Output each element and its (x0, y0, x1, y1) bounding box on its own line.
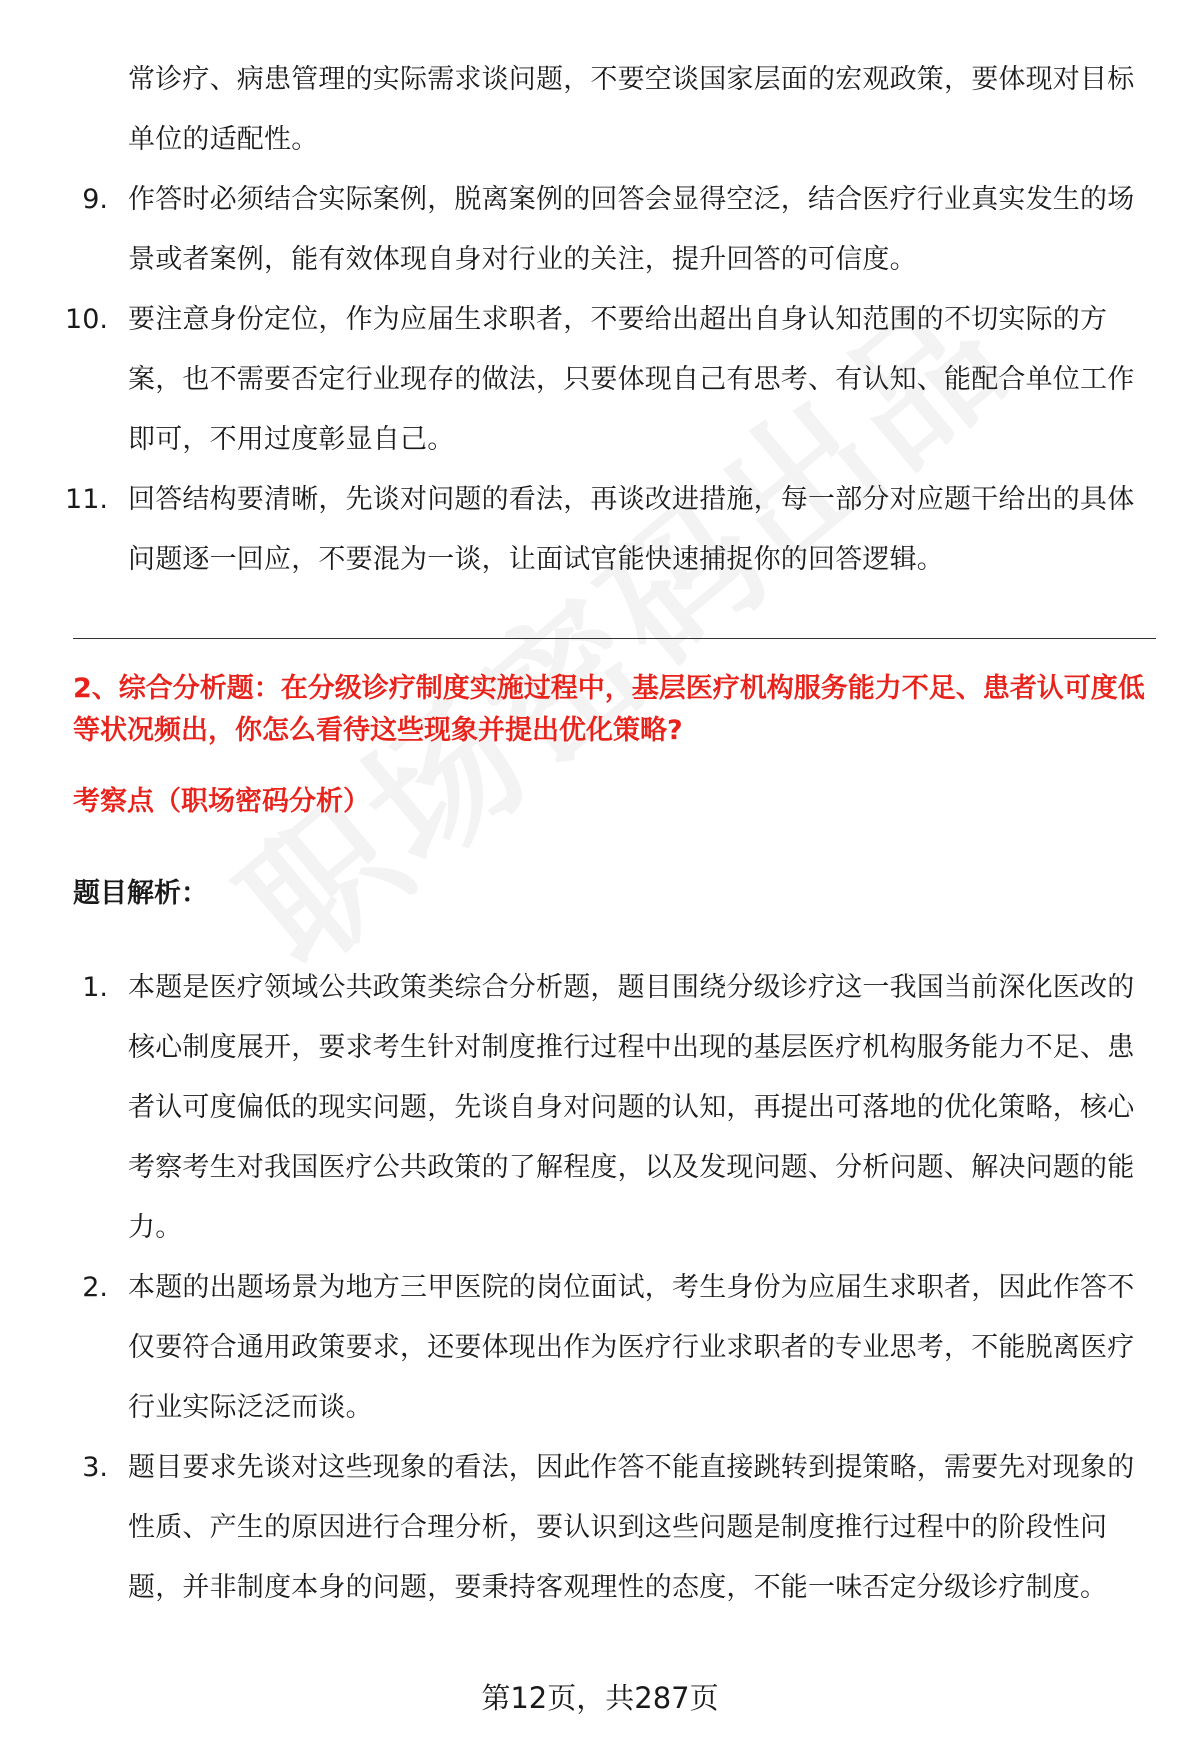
list-item (0, 1258, 1200, 1438)
item-text: 作答时必须结合实际案例，脱离案例的回答会显得空泛，结合医疗行业真实发生的场景或者案例，能有效体现自身对行业的关注，提升回答的可信度。 (128, 184, 1135, 275)
item-number: 1. (82, 972, 108, 1003)
list-item (0, 958, 1200, 1258)
analysis-list (0, 958, 1200, 1618)
item-text: 题目要求先谈对这些现象的看法，因此作答不能直接跳转到提策略，需要先对现象的性质、产生的原因进行合理分析，要认识到这些问题是制度推行过程中的阶段性问题，并非制度本身的问题，要秉持客观理性的态度，不能一味否定分级诊疗制度。 (128, 1452, 1135, 1603)
item-number: 10. (65, 304, 108, 335)
item-text: 要注意身份定位，作为应届生求职者，不要给出超出自身认知范围的不切实际的方案，也不需要否定行业现存的做法，只要体现自己有思考、有认知、能配合单位工作即可，不用过度彰显自己。 (128, 304, 1135, 455)
item-text: 本题的出题场景为地方三甲医院的岗位面试，考生身份为应届生求职者，因此作答不仅要符合通用政策要求，还要体现出作为医疗行业求职者的专业思考，不能脱离医疗行业实际泛泛而谈。 (128, 1272, 1135, 1423)
item-number: 2. (82, 1272, 108, 1303)
item-text: 常诊疗、病患管理的实际需求谈问题，不要空谈国家层面的宏观政策，要体现对目标单位的适配性。 (128, 64, 1135, 155)
list-item (0, 290, 1200, 470)
item-number: 3. (82, 1452, 108, 1483)
question-title: 2、综合分析题：在分级诊疗制度实施过程中，基层医疗机构服务能力不足、患者认可度低等状况频出，你怎么看待这些现象并提出优化策略? (73, 673, 1145, 746)
item-number: 9. (82, 184, 108, 215)
item-number: 11. (65, 484, 108, 515)
list-item (0, 50, 1200, 170)
list-item (0, 470, 1200, 590)
analysis-heading: 题目解析： (73, 878, 208, 909)
top-list (0, 50, 1200, 590)
item-text: 回答结构要清晰，先谈对问题的看法，再谈改进措施，每一部分对应题干给出的具体问题逐一回应，不要混为一谈，让面试官能快速捕捉你的回答逻辑。 (128, 484, 1135, 575)
list-item (0, 170, 1200, 290)
kaochadian-heading: 考察点（职场密码分析） (73, 786, 370, 817)
section-divider (73, 638, 1156, 639)
item-text: 本题是医疗领域公共政策类综合分析题，题目围绕分级诊疗这一我国当前深化医改的核心制度展开，要求考生针对制度推行过程中出现的基层医疗机构服务能力不足、患者认可度偏低的现实问题，先谈自身对问题的认知，再提出可落地的优化策略，核心考察考生对我国医疗公共政策的了解程度，以及发现问题、分析问题、解决问题的能力。 (128, 972, 1135, 1243)
page-footer: 第12页，共287页 (481, 1681, 719, 1715)
list-item (0, 1438, 1200, 1618)
